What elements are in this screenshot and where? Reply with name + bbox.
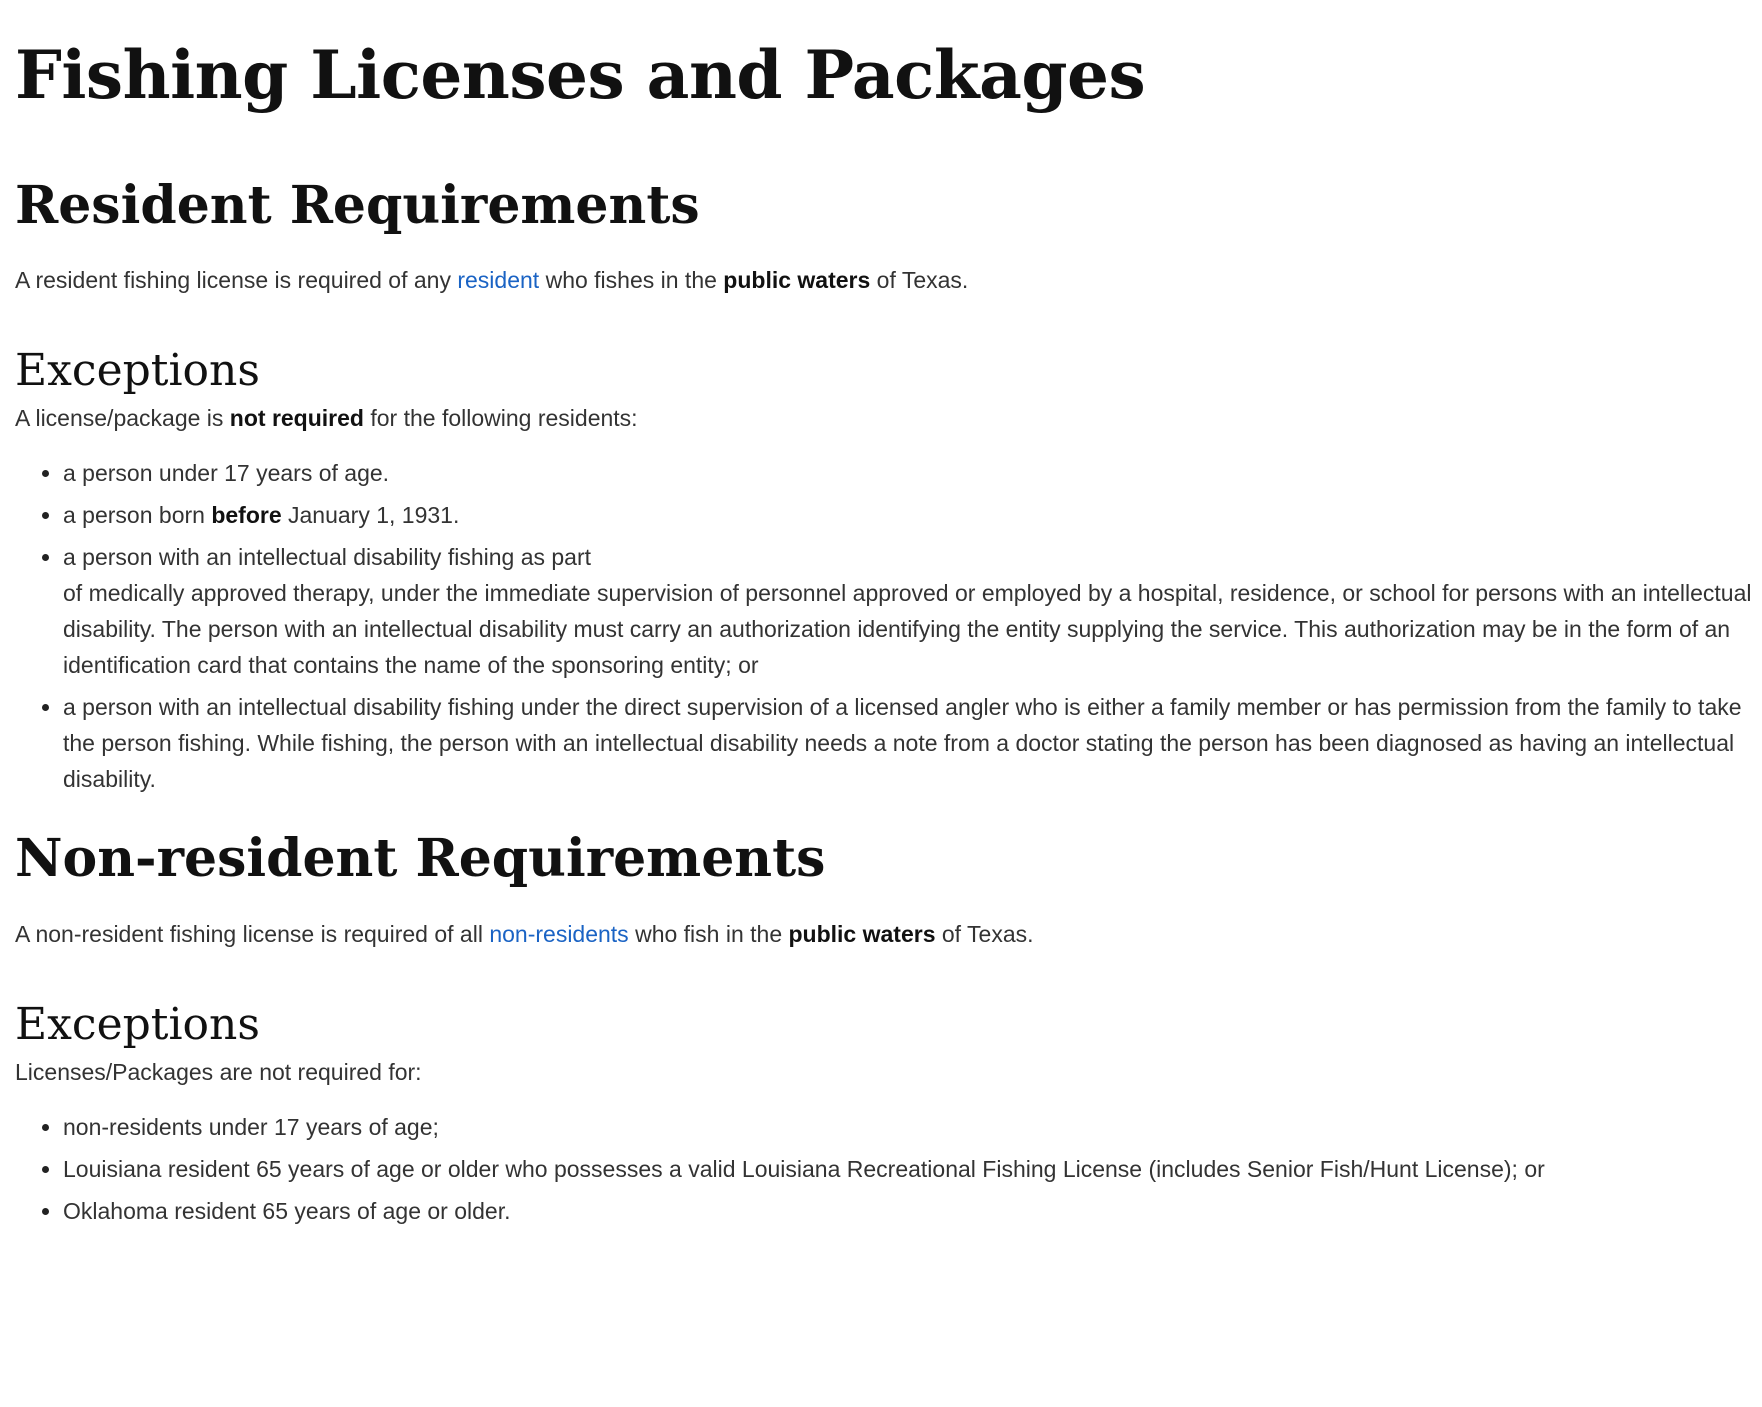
nonresident-exceptions-heading: Exceptions [15,999,260,1050]
resident-exceptions-list [15,455,1762,803]
list-item: • non-residents under 17 years of age; [63,1109,1762,1145]
resident-intro-after: of Texas. [870,267,969,293]
page-title: Fishing Licenses and Packages [15,36,1146,114]
resident-exceptions-heading: Exceptions [15,345,260,396]
list-item-text: a person with an intellectual disability fishing under the direct supervision of a licensed angler who is either a family member or has permission from the family to take the person fishing. While fishing, the person with an intellectual disability needs a note from a doctor stating the person has been diagnosed as having an intellectual disability. [63,694,1742,792]
list-item: • Louisiana resident 65 years of age or older who possesses a valid Louisiana Recreational Fishing License (includes Senior Fish/Hunt License); or [63,1151,1762,1187]
before-bold: before [211,502,282,528]
list-item-after: January 1, 1931. [281,502,460,528]
list-item [63,539,1762,683]
list-item-rest: of medically approved therapy, under the immediate supervision of personnel approved or employed by a hospital, residence, or school for persons with an intellectual disability. The person with an intellectual disability must carry an authorization identifying the entity supplying the service. This authorization may be in the form of an identification card that contains the name of the sponsoring entity; or [63,580,1752,678]
nonresidents-link[interactable]: non-residents [489,921,629,947]
nonresident-requirements-heading: Non-resident Requirements [15,828,826,889]
nonresident-exceptions-intro: Licenses/Packages are not required for: [15,1059,422,1085]
list-item [63,689,1762,797]
list-item [63,497,1762,533]
nonresident-intro [15,916,1034,952]
list-item-before: a person born [63,502,212,528]
nonresident-intro-before: A non-resident fishing license is required of all [15,921,490,947]
resident-requirements-heading: Resident Requirements [15,175,700,236]
resident-exceptions-before: A license/package is [15,405,230,431]
list-item [63,455,1762,491]
not-required-bold: not required [229,405,364,431]
resident-exceptions-intro [15,400,638,436]
list-item-text: a person under 17 years of age. [63,460,390,486]
list-item-line1: a person with an intellectual disability fishing as part [63,544,592,570]
list-item: • Oklahoma resident 65 years of age or older. [63,1193,1762,1229]
resident-exceptions-after: for the following residents: [363,405,638,431]
resident-intro [15,262,968,298]
public-waters-bold: public waters [788,921,936,947]
resident-intro-before: A resident fishing license is required of any [15,267,458,293]
nonresident-intro-middle: who fish in the [628,921,789,947]
resident-intro-middle: who fishes in the [539,267,724,293]
nonresident-intro-after: of Texas. [935,921,1034,947]
public-waters-bold: public waters [723,267,871,293]
nonresident-exceptions-list [15,1109,1762,1235]
resident-link[interactable]: resident [457,267,540,293]
